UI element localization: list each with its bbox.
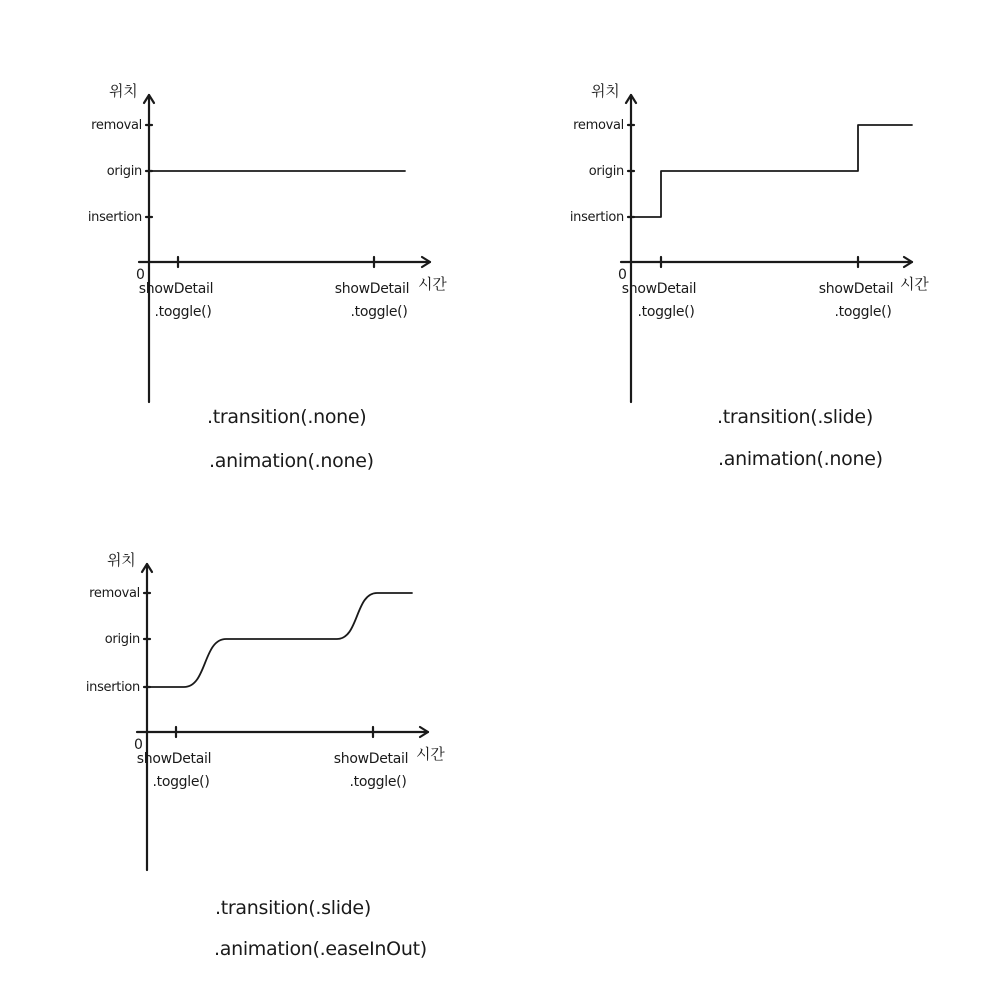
event-label-line1-2: showDetail	[333, 751, 409, 767]
x-axis-title: 시간	[416, 745, 445, 763]
x-axis-title: 시간	[418, 275, 447, 293]
chart-panel-1	[88, 82, 447, 472]
series-position-curve	[147, 593, 412, 687]
y-tick-label-origin: origin	[104, 632, 140, 647]
event-label-line1-2: showDetail	[334, 281, 410, 297]
event-label-line1-2: showDetail	[818, 281, 894, 297]
caption-line-1: .transition(.none)	[207, 406, 367, 428]
event-label-line2-2: .toggle()	[834, 304, 892, 320]
caption-line-1: .transition(.slide)	[717, 406, 873, 428]
y-tick-label-insertion: insertion	[87, 210, 142, 225]
y-tick-label-insertion: insertion	[85, 680, 140, 695]
event-label-line1-1: showDetail	[136, 751, 212, 767]
chart-panel-3	[86, 551, 445, 960]
event-label-line2-2: .toggle()	[349, 774, 407, 790]
origin-zero-label: 0	[618, 267, 627, 283]
y-tick-label-origin: origin	[588, 164, 624, 179]
y-tick-label-removal: removal	[89, 586, 140, 601]
y-tick-label-removal: removal	[91, 118, 142, 133]
caption-line-2: .animation(.easeInOut)	[214, 938, 427, 960]
y-tick-label-insertion: insertion	[569, 210, 624, 225]
origin-zero-label: 0	[136, 267, 145, 283]
event-label-line1-1: showDetail	[138, 281, 214, 297]
y-axis-title: 위치	[109, 82, 138, 100]
chart-panel-2	[570, 82, 929, 470]
event-label-line1-1: showDetail	[621, 281, 697, 297]
event-label-line2-2: .toggle()	[350, 304, 408, 320]
x-axis-title: 시간	[900, 275, 929, 293]
y-tick-label-origin: origin	[106, 164, 142, 179]
event-label-line2-1: .toggle()	[637, 304, 695, 320]
y-axis-title: 위치	[591, 82, 620, 100]
caption-line-2: .animation(.none)	[718, 448, 883, 470]
y-axis-title: 위치	[107, 551, 136, 569]
event-label-line2-1: .toggle()	[152, 774, 210, 790]
series-position-curve	[631, 125, 912, 217]
y-tick-label-removal: removal	[573, 118, 624, 133]
caption-line-1: .transition(.slide)	[215, 897, 371, 919]
caption-line-2: .animation(.none)	[209, 450, 374, 472]
event-label-line2-1: .toggle()	[154, 304, 212, 320]
origin-zero-label: 0	[134, 737, 143, 753]
